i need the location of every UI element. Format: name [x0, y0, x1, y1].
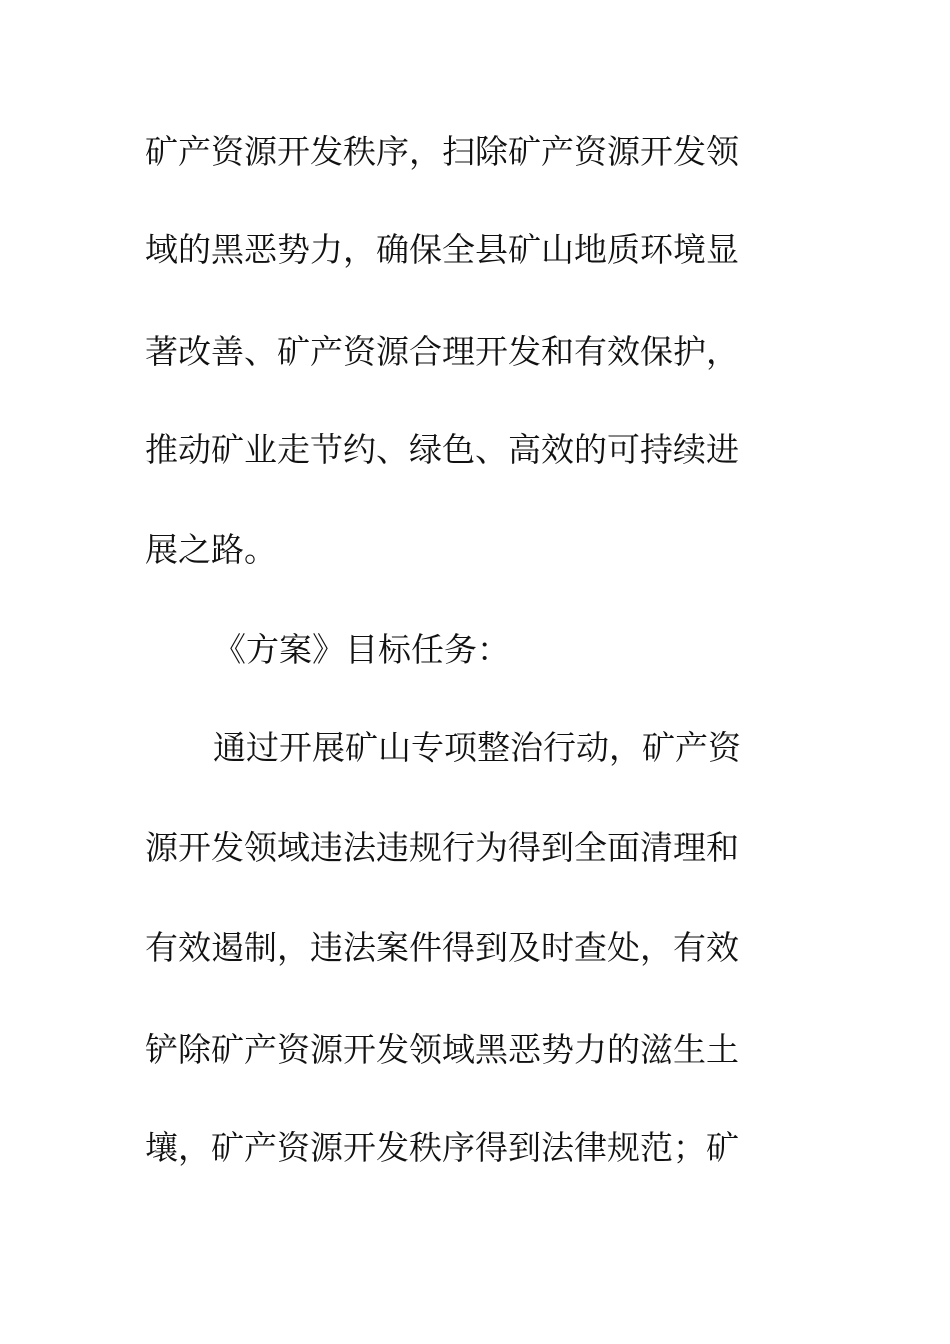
paragraph-line: 推动矿业走节约、绿色、高效的可持续进	[145, 430, 739, 469]
paragraph-line: 有效遏制，违法案件得到及时查处，有效	[145, 928, 739, 967]
paragraph-line: 域的黑恶势力，确保全县矿山地质环境显	[145, 230, 739, 269]
paragraph-line: 著改善、矿产资源合理开发和有效保护，	[145, 332, 739, 371]
paragraph-line: 壤，矿产资源开发秩序得到法律规范；矿	[145, 1128, 739, 1167]
section-heading: 《方案》目标任务：	[213, 630, 510, 669]
paragraph-line: 源开发领域违法违规行为得到全面清理和	[145, 828, 739, 867]
paragraph-line: 展之路。	[145, 530, 277, 569]
paragraph-line: 矿产资源开发秩序，扫除矿产资源开发领	[145, 132, 739, 171]
paragraph-line: 通过开展矿山专项整治行动，矿产资	[213, 728, 741, 767]
paragraph-line: 铲除矿产资源开发领域黑恶势力的滋生土	[145, 1030, 739, 1069]
